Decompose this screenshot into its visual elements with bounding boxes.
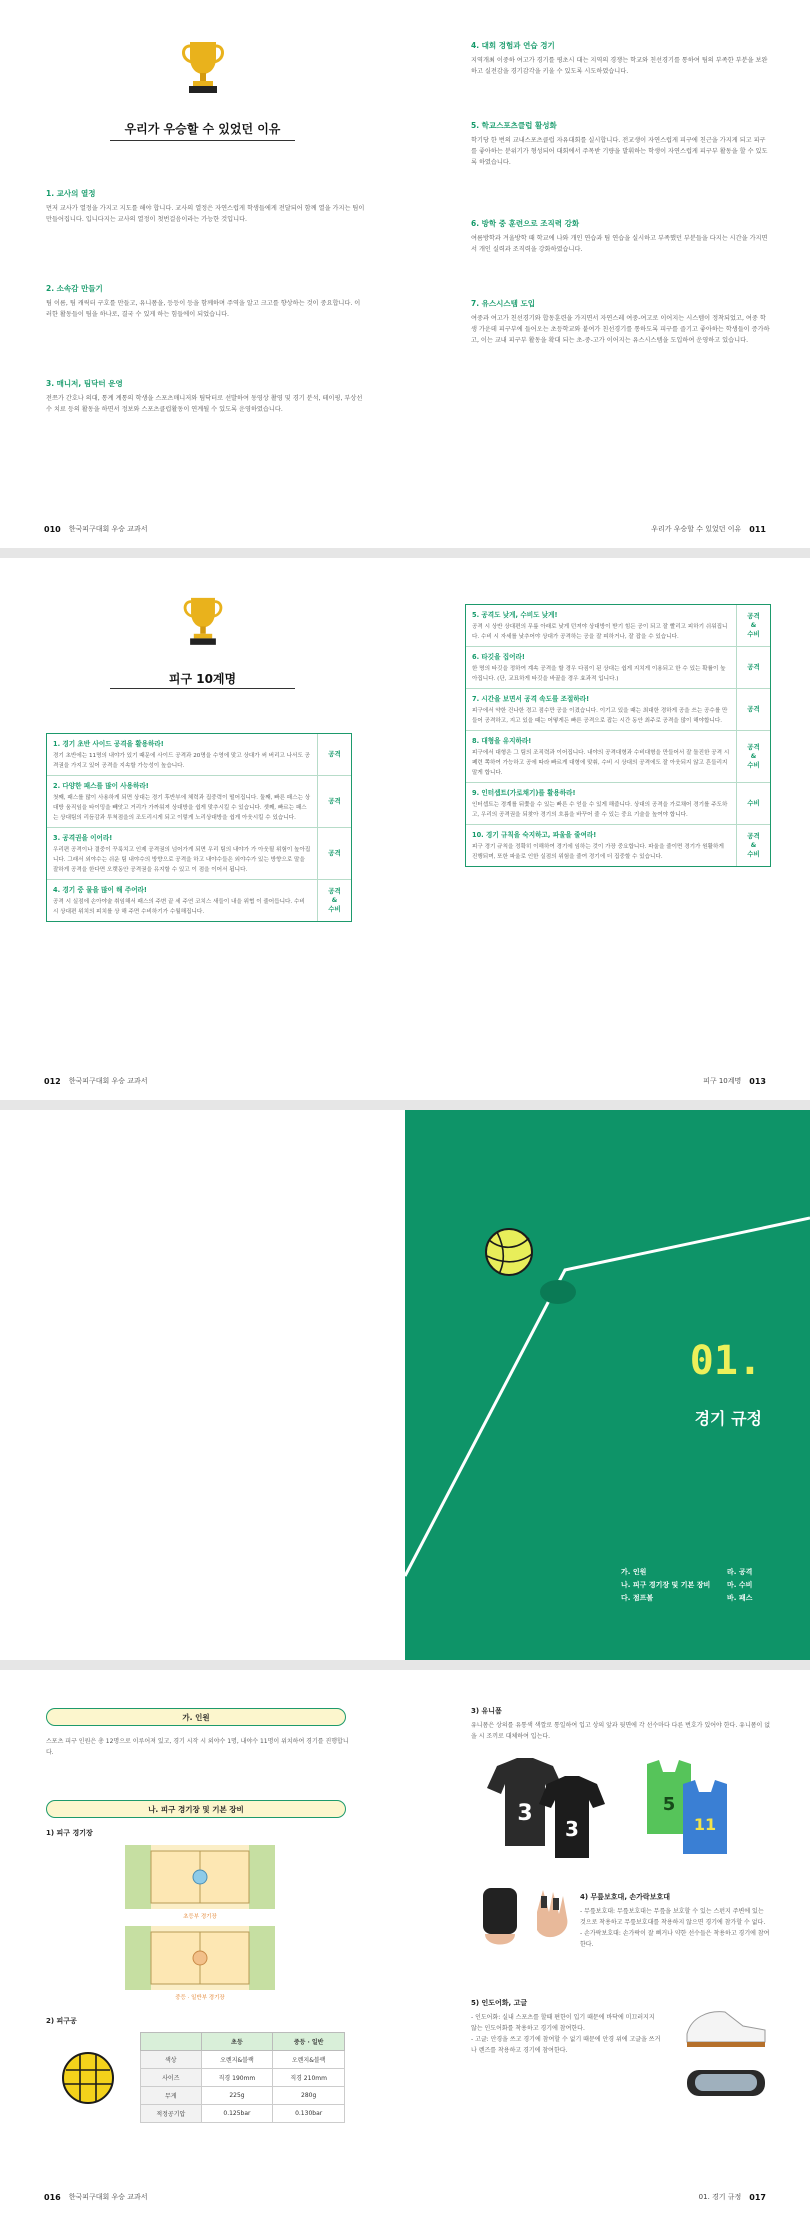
court-caption: 중등 · 일반부 경기장: [175, 1995, 225, 2001]
rule-row: [466, 783, 770, 825]
rule-row: [466, 605, 770, 647]
rule-row: [466, 689, 770, 731]
toc-item[interactable]: 바. 패스: [727, 1594, 753, 1602]
uniform-text: 유니폼은 상의를 유통색 색깔로 통일하여 입고 상의 앞과 뒷면에 각 선수마다 다른 번호가 있어야 한다. 유니폼이 없을 시 조끼로 대체하여 입는다.: [471, 1722, 771, 1740]
book-title: 한국피구대회 우승 교과서: [68, 525, 148, 533]
rule-row: [47, 828, 351, 880]
book-title: 한국피구대회 우승 교과서: [68, 2193, 148, 2201]
indoor-shoe-icon: [681, 2000, 771, 2050]
spread-2: [0, 558, 810, 1100]
chapter-toc-right: [727, 1566, 752, 1605]
section-body: 팀 이름, 팀 캐릭터 구호를 만들고, 유니폼을, 등등이 등을 함께하며 주역을 알고 크고를 향상하는 것이 중요합니다. 이러한 활동들이 팀을 하나로, 결국 수 있게 하는 힘들에이 되었습니다.: [46, 300, 361, 318]
section-3: [46, 378, 366, 415]
rule-body: 한 명의 타깃을 정하여 계속 공격을 할 경우 다짐이 된 상대는 쉽게 지치게 이용되고 한 수 있는 확률이 높아집니다. (단, 교묘하게 타깃을 바꿀을 경우 효과적 입니다.): [472, 666, 726, 682]
section-heading: 2. 소속감 만들기: [46, 284, 103, 293]
volleyball-icon: [486, 1229, 532, 1275]
rule-heading: 1. 경기 초반 사이드 공격을 활용하라!: [53, 740, 164, 748]
rule-row: [47, 880, 351, 921]
rule-tag: 공격: [317, 776, 351, 827]
chapter-title: 01. 경기 규정: [698, 2193, 742, 2201]
folio-left: [44, 524, 148, 534]
book-title: 한국피구대회 우승 교과서: [68, 1077, 148, 1085]
chapter-title: 우리가 우승할 수 있었던 이유: [651, 525, 742, 533]
page-number: 016: [44, 2192, 61, 2202]
page-title: 우리가 우승할 수 있었던 이유: [124, 122, 281, 136]
rule-body: 피구에서 대형은 그 팀의 조직력과 이어집니다. 내야의 공격대형과 수비대형을 만들어서 잘 돌진한 공격 시 폐련 쪽하여 가능하고 공에 따라 빠르게 대형에 맞춰, 수비 시 상대의 공격에도 잘 아웃되지 않고 흔들리지 말게 합니다.: [472, 750, 730, 776]
rule-tag: 공격: [317, 828, 351, 879]
trophy-icon: [180, 594, 226, 646]
court-diagram-elementary: [125, 1845, 275, 1909]
shoes-block: [471, 1998, 661, 2056]
section-banner: 가. 인원: [46, 1708, 346, 1726]
shoes-item: - 고글: 안경을 쓰고 경기에 참여할 수 없기 때문에 안경 위에 고글을 쓰거나 렌즈를 착용하고 경기에 참여한다.: [471, 2036, 661, 2054]
toc-item[interactable]: 라. 공격: [727, 1568, 753, 1576]
page-012: [0, 558, 405, 1100]
protect-item: - 무릎보호대: 무릎보호대는 무릎을 보호할 수 있는 스펀지 주변에 있는 것으로 착용하고 무릎보호대를 착용하지 않으면 경기에 참가할 수 없다.: [580, 1908, 766, 1926]
court-diagram-middle: [125, 1926, 275, 1990]
ball-heading: 2) 피구공: [46, 2017, 77, 2025]
section-heading: 4. 대회 경험과 연습 경기: [471, 41, 555, 50]
rules-table-right: [465, 604, 771, 867]
folio-left: [44, 2192, 148, 2202]
section-2: [46, 283, 366, 320]
rule-row: [466, 731, 770, 783]
toc-item[interactable]: 가. 인원: [621, 1568, 647, 1576]
svg-text:5: 5: [662, 1794, 676, 1815]
section-heading: 1. 교사의 열정: [46, 189, 96, 198]
rule-body: 피구에서 약한 건나한 경고 점수만 공을 이겼습니다. 이기고 있을 때는 최대한 경하게 공을 쓰는 공수를 만들어 공격하고, 지고 있을 때는 어떻게든 빠른 공격으로 잡는 시간 동안 최주로 공격을 많이 해야합니다.: [472, 708, 728, 724]
section-5: [471, 120, 771, 168]
rule-tag: 공격 & 수비: [736, 825, 770, 866]
folio-right: [651, 524, 766, 534]
page-016: [0, 1670, 405, 2216]
section-banner: 나. 피구 경기장 및 기본 장비: [46, 1800, 346, 1818]
rules-table-left: [46, 733, 352, 922]
page-title: 피구 10계명: [168, 672, 237, 686]
title-rule: [110, 688, 295, 689]
blank-page: [0, 1110, 405, 1660]
page-number: 012: [44, 1076, 61, 1086]
rule-tag: 공격: [736, 689, 770, 730]
rule-heading: 3. 공격권을 이어라!: [53, 834, 113, 842]
table-header: 초등: [201, 2033, 273, 2051]
rule-body: 공격 시 실점에 손아야술 취임해서 패스의 주변 끝 세 주연 코치스 새들이 내을 위협 이 줄어듭니다. 수비 시 상대편 위치의 피치를 상 해 주면 수비하기가 수월해집니다.: [53, 899, 305, 915]
toc-item[interactable]: 다. 점프볼: [621, 1594, 654, 1602]
shoes-heading: 5) 인도어화, 고글: [471, 1999, 528, 2007]
rule-tag: 공격 & 수비: [736, 731, 770, 782]
spread-separator: [0, 1100, 810, 1110]
toc-item[interactable]: 마. 수비: [727, 1581, 753, 1589]
rule-heading: 2. 다양한 패스를 많이 사용하라!: [53, 782, 149, 790]
folio-right: [703, 1076, 766, 1086]
page-number: 017: [749, 2192, 766, 2202]
rule-heading: 6. 타깃을 집어라!: [472, 653, 525, 661]
table-header: [141, 2033, 202, 2051]
section-heading: 7. 유스시스템 도입: [471, 299, 536, 308]
rule-tag: 수비: [736, 783, 770, 824]
chapter-title: 경기 규정: [694, 1409, 762, 1428]
section-body: 지역개최 이중하 여고가 경기를 평초시 대는 지역의 경쟁는 학교와 친선경기를 통하여 팀의 부족한 부분을 보완하고 실전감을 경기감각을 키울 수 있도록 시도하였습니다.: [471, 57, 768, 75]
section-heading: 6. 방학 중 훈련으로 조직력 강화: [471, 219, 580, 228]
protect-item: - 손가락보호대: 손가락이 잘 삐거나 약한 선수들은 착용하고 경기에 참여한다.: [580, 1930, 770, 1948]
rule-row: [466, 825, 770, 866]
rule-body: 경기 초반에는 11명의 내야가 있기 때문에 사이드 공격과 20명을 수영에 맞고 상대가 써 버리고 나서도 공격권을 가지고 있어 공격을 지속할 가능성이 높습니다.: [53, 753, 311, 769]
goggles-icon: [681, 2062, 771, 2102]
title-rule: [110, 140, 295, 141]
jersey-icon: [539, 1776, 605, 1858]
uniform-illustration: [477, 1754, 757, 1864]
spread-1: [0, 0, 810, 548]
section-1: [46, 188, 366, 225]
rule-row: [466, 647, 770, 689]
section-body: 여중과 여고가 친선경기와 합동훈련을 가지면서 자연스레 여중-여고로 이어지는 시스템이 정착되었고, 여중 학생 가운데 피구부에 들어오는 초등학교와 붙여가 친선경기를 통하도록 피구를 즐기고 좋아하는 학생들이 증가하고, 이는 교내 피구부 활동을 확대 되는 초-중-고가 이어지는 유스시스템을 도입하여 운영하고 있습니다.: [471, 315, 770, 344]
rule-body: 피구 경기 규칙을 정확히 이해하여 경기에 임하는 것이 가장 중요합니다. 파울을 줄이면 경기가 원활하게 진행되며, 또한 파울로 인한 실점의 위험을 줄여 경기에 더 집중할 수 있습니다.: [472, 844, 724, 860]
rule-heading: 8. 대형을 유지하라!: [472, 737, 532, 745]
rule-tag: 공격 & 수비: [736, 605, 770, 646]
ball-spec-table: [140, 2032, 345, 2123]
section-body: 학기당 한 번의 교내스포츠클럽 자유대회를 실시합니다. 전교생이 자연스럽게 피구에 친근을 가지게 되고 피구를 좋아하는 분위기가 형성되어 대회에서 주목받 기량을 발휘하는 학생이 자연스럽게 피구부 활동을 할 수 있도록 하였습니다.: [471, 137, 768, 166]
folio-left: [44, 1076, 148, 1086]
rule-tag: 공격 & 수비: [317, 880, 351, 921]
trophy-icon: [178, 38, 228, 94]
page-017: [405, 1670, 810, 2216]
knee-pad-icon: [475, 1882, 585, 1962]
rule-body: 첫째, 패스를 많이 사용하게 되면 상대는 경기 후반부에 체력과 집중력이 떨어집니다. 둘째, 빠른 패스는 상대방 움직임을 타이밍을 빼앗고 거리가 가까워져 상대방을 쉽게 맞추시킬 수 있습니다. 셋째, 빠르는 패스는 상대팀의 리듬감과 투척점을의 조도리시게 되고 이렇게 노리상대방을 쉽게 아웃시킬 수 있습니다.: [53, 795, 311, 821]
section-body: 여름방학과 겨울방학 때 학교에 나와 개인 연습과 팀 연습을 실시하고 부족했던 부분들을 다지는 시간을 가지면서 개인 실력과 조직력을 강화하였습니다.: [471, 235, 768, 253]
rule-heading: 5. 공격도 낮게, 수비도 낮게!: [472, 611, 558, 619]
rule-heading: 9. 인터셉트(가로채기)를 활용하라!: [472, 789, 576, 797]
page-013: [405, 558, 810, 1100]
svg-text:3: 3: [565, 1817, 579, 1841]
rule-heading: 7. 시간을 보면서 공격 속도를 조절하라!: [472, 695, 590, 703]
dodgeball-icon: [60, 2050, 116, 2106]
folio-right: [699, 2192, 766, 2202]
protect-heading: 4) 무릎보호대, 손가락보호대: [580, 1893, 670, 1901]
rule-body: 인터셉트는 경계를 뒤쫓을 수 있는 빠른 수 얻을 수 있게 해줍니다. 상대의 공격을 가로채어 경기를 주도하고, 우리의 공격권을 되찾아 경기의 흐름을 바꾸어 줄 수 있는 중요 기술을 높여야 합니다.: [472, 802, 728, 818]
chapter-title: 피구 10계명: [703, 1077, 742, 1085]
section-heading: 3. 매니저, 팀닥터 운영: [46, 379, 123, 388]
shoes-item: - 인도어화: 실내 스포츠를 할때 편한이 입기 때문에 바닥에 미끄러지지 않는 인도어화를 착용하고 경기에 참여한다.: [471, 2014, 655, 2032]
section-7: [471, 298, 771, 346]
rule-row: [47, 734, 351, 776]
page-010: [0, 0, 405, 548]
table-row: 사이즈 직경 190mm 직경 210mm: [141, 2069, 345, 2087]
spread-separator: [0, 1660, 810, 1670]
page-number: 013: [749, 1076, 766, 1086]
vest-icon: [683, 1780, 727, 1854]
page-number: 010: [44, 524, 61, 534]
section-4: [471, 40, 771, 77]
page-number: 011: [749, 524, 766, 534]
section-heading: 5. 학교스포츠클럽 활성화: [471, 121, 557, 130]
section-body: 먼저 교사가 열정을 가지고 지도를 해야 합니다. 교사의 열정은 자연스럽게 학생들에게 전달되어 함께 열을 가지는 팀이 만들어집니다. 입니다지는 교사의 열정이 첫번걸음이라는 가능한 것입니다.: [46, 205, 365, 223]
rule-body: 우리편 공격이나 결중이 꾸룩치고 인제 공격권의 넘어가게 되면 우리 팀의 내야가 가 아웃될 위험이 높아집니다. 그래서 외야수는 쉬운 팀 내야수의 방향으로 공격을 하고 내야수들은 외야수가 있는 방향으로 말을 잘하게 공격을 한다면 오랫동안 공격권을 유지할 수 있고 이 점을 이어서 됩니다.: [53, 847, 311, 873]
rule-row: [47, 776, 351, 828]
rule-heading: 4. 경기 중 물을 많이 해 주어라!: [53, 886, 147, 894]
court-heading: 1) 피구 경기장: [46, 1829, 93, 1837]
chapter-cover: [405, 1110, 810, 1660]
spread-3: [0, 1110, 810, 1660]
protect-block: [580, 1892, 770, 1950]
people-text: 스포츠 피구 인원은 총 12명으로 이루어져 있고, 경기 시작 시 외야수 1명, 내야수 11명이 위치하여 경기를 진행합니다.: [46, 1738, 349, 1756]
spread-4: [0, 1670, 810, 2216]
rule-tag: 공격: [317, 734, 351, 775]
court-caption: 초등부 경기장: [183, 1914, 217, 1920]
table-header: 중등 · 일반: [273, 2033, 345, 2051]
rule-tag: 공격: [736, 647, 770, 688]
spread-separator: [0, 548, 810, 558]
rule-body: 공격 시 상반 상대편의 무릎 아래로 낮게 던져야 상대방이 받기 힘든 공이 되고 잘 빨리고 피하기 쉬워집니다. 수비 시 자세를 낮추어야 상대가 공격하는 공을 잘 피하거나, 잘 잡을 수 있습니다.: [472, 624, 728, 640]
table-row: 무게 225g 280g: [141, 2087, 345, 2105]
rule-heading: 10. 경기 규칙을 숙지하고, 파울을 줄여라!: [472, 831, 597, 839]
section-6: [471, 218, 771, 255]
svg-text:11: 11: [693, 1815, 717, 1834]
page-011: [405, 0, 810, 548]
toc-item[interactable]: 나. 피구 경기장 및 기본 장비: [621, 1581, 711, 1589]
section-body: 전쯔가 간호나 의대, 통계 계통의 학생을 스포츠매니저와 팀닥터로 선발하여 동영상 촬영 및 경기 분석, 테이핑, 부상선수 치료 등의 활동을 하면서 정보와 스포츠클럽활동이 연계될 수 있도록 운영하였습니다.: [46, 395, 363, 413]
chapter-toc-left: [621, 1566, 710, 1605]
svg-text:3: 3: [517, 1801, 533, 1826]
table-row: 색상 오렌지&블랙 오렌지&블랙: [141, 2051, 345, 2069]
table-row: 적정공기압 0.125bar 0.130bar: [141, 2105, 345, 2123]
uniform-block: [471, 1706, 771, 1742]
chapter-number: 01.: [689, 1338, 762, 1384]
uniform-heading: 3) 유니폼: [471, 1707, 502, 1715]
